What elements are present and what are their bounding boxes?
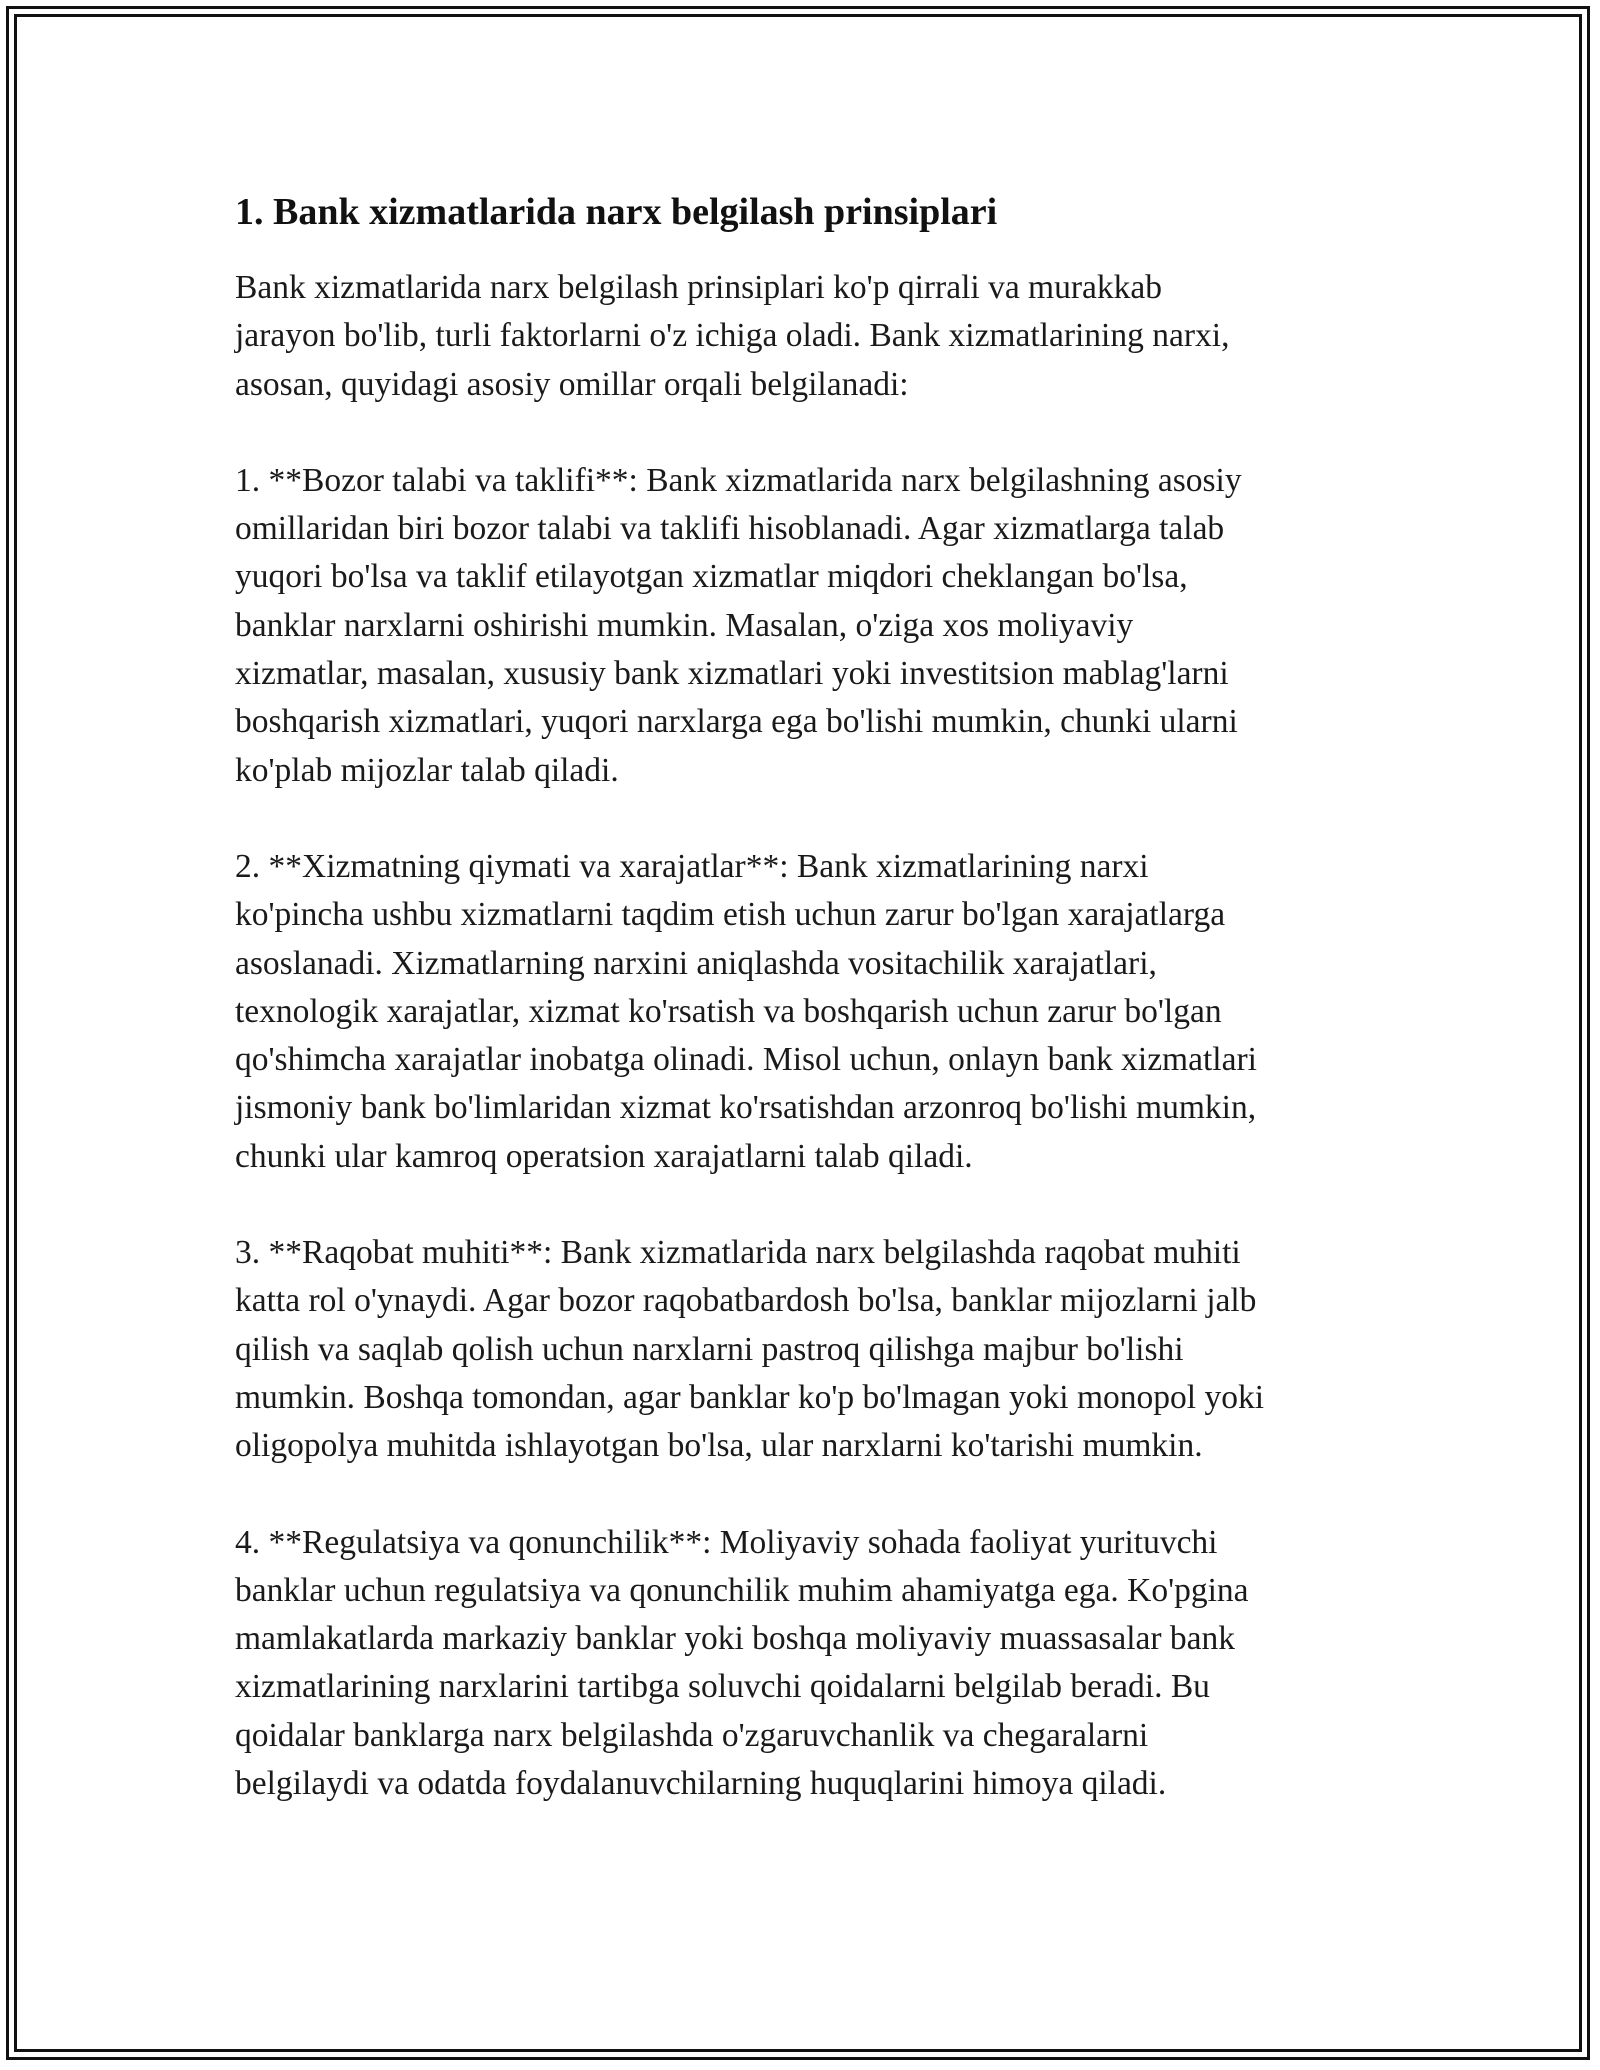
text-line: banklar uchun regulatsiya va qonunchilik muhim ahamiyatga ega. Ko'pgina [235,1571,1249,1609]
text-line: jarayon bo'lib, turli faktorlarni o'z ichiga oladi. Bank xizmatlarining narxi, [235,317,1230,355]
text-line: boshqarish xizmatlari, yuqori narxlarga ega bo'lishi mumkin, chunki ularni [235,703,1238,741]
numbered-paragraph [235,843,1375,1181]
intro-paragraph [235,264,1375,409]
text-line: ko'pincha ushbu xizmatlarni taqdim etish uchun zarur bo'lgan xarajatlarga [235,896,1226,934]
text-line: mamlakatlarda markaziy banklar yoki boshqa moliyaviy muassasalar bank [235,1620,1236,1658]
text-line: 3. **Raqobat muhiti**: Bank xizmatlarida narx belgilashda raqobat muhiti [235,1234,1241,1272]
text-line: ko'plab mijozlar talab qiladi. [235,751,619,789]
text-line: 2. **Xizmatning qiymati va xarajatlar**: Bank xizmatlarining narxi [235,847,1149,885]
paragraph-list [235,264,1375,1808]
text-line: omillaridan biri bozor talabi va taklifi hisoblanadi. Agar xizmatlarga talab [235,510,1225,548]
text-line: qo'shimcha xarajatlar inobatga olinadi. Misol uchun, onlayn bank xizmatlari [235,1041,1257,1079]
section-heading: 1. Bank xizmatlarida narx belgilash prinsiplari [235,191,998,233]
text-line: 4. **Regulatsiya va qonunchilik**: Moliyaviy sohada faoliyat yurituvchi [235,1523,1218,1561]
text-line: banklar narxlarni oshirishi mumkin. Masalan, o'ziga xos moliyaviy [235,606,1134,644]
text-line: xizmatlar, masalan, xususiy bank xizmatlari yoki investitsion mablag'larni [235,655,1229,693]
text-line: 1. **Bozor talabi va taklifi**: Bank xizmatlarida narx belgilashning asosiy [235,461,1242,499]
text-line: katta rol o'ynaydi. Agar bozor raqobatbardosh bo'lsa, banklar mijozlarni jalb [235,1282,1257,1320]
text-line: belgilaydi va odatda foydalanuvchilarning huquqlarini himoya qiladi. [235,1765,1167,1803]
text-line: texnologik xarajatlar, xizmat ko'rsatish va boshqarish uchun zarur bo'lgan [235,992,1222,1030]
numbered-paragraph [235,1519,1375,1809]
text-line: asoslanadi. Xizmatlarning narxini aniqlashda vositachilik xarajatlari, [235,944,1157,982]
text-line: mumkin. Boshqa tomondan, agar banklar ko'p bo'lmagan yoki monopol yoki [235,1378,1265,1416]
text-line: yuqori bo'lsa va taklif etilayotgan xizmatlar miqdori cheklangan bo'lsa, [235,558,1188,596]
text-line: qoidalar banklarga narx belgilashda o'zgaruvchanlik va chegaralarni [235,1716,1149,1754]
text-line: jismoniy bank bo'limlaridan xizmat ko'rsatishdan arzonroq bo'lishi mumkin, [235,1089,1257,1127]
text-line: xizmatlarining narxlarini tartibga soluvchi qoidalarni belgilab beradi. Bu [235,1668,1210,1706]
text-line: chunki ular kamroq operatsion xarajatlarni talab qiladi. [235,1137,973,1175]
text-line: asosan, quyidagi asosiy omillar orqali belgilanadi: [235,365,909,403]
document-body [235,188,1375,1856]
numbered-paragraph [235,1229,1375,1470]
text-line: qilish va saqlab qolish uchun narxlarni pastroq qilishga majbur bo'lishi [235,1330,1184,1368]
text-line: Bank xizmatlarida narx belgilash prinsiplari ko'p qirrali va murakkab [235,269,1163,306]
numbered-paragraph [235,457,1375,795]
text-line: oligopolya muhitda ishlayotgan bo'lsa, ular narxlarni ko'tarishi mumkin. [235,1427,1203,1465]
